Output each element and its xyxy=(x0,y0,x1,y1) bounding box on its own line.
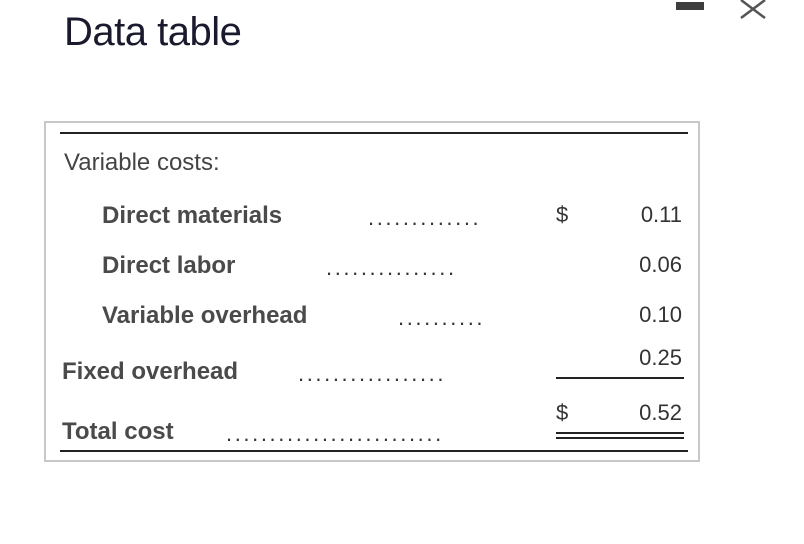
table-top-rule xyxy=(60,132,688,134)
leader-dots: ......................... xyxy=(226,421,444,446)
row-value: 0.06 xyxy=(639,252,682,277)
data-table-panel xyxy=(44,121,700,462)
section-label: Variable costs: xyxy=(64,149,220,176)
leader-dots: ............. xyxy=(368,205,482,230)
minimize-icon xyxy=(676,2,704,10)
row-value: 0.11 xyxy=(640,202,682,227)
row-value: 0.10 xyxy=(639,302,682,327)
leader-dots: .......... xyxy=(398,305,486,330)
row-label: Variable overhead xyxy=(102,302,308,329)
page-title: Data table xyxy=(64,10,242,54)
row-label: Direct labor xyxy=(102,252,236,279)
table-bottom-rule xyxy=(60,450,688,452)
currency-symbol: $ xyxy=(556,202,569,227)
close-button[interactable] xyxy=(738,0,770,20)
close-icon xyxy=(738,0,770,20)
minimize-button[interactable] xyxy=(676,0,704,14)
total-double-underline-top xyxy=(556,432,684,434)
row-label: Direct materials xyxy=(102,202,283,229)
leader-dots: ............... xyxy=(326,255,457,280)
row-label: Fixed overhead xyxy=(62,358,239,385)
row-label: Total cost xyxy=(62,418,174,445)
leader-dots: ................. xyxy=(298,361,447,386)
subtotal-underline xyxy=(556,377,684,379)
row-value: 0.52 xyxy=(639,400,682,425)
row-value: 0.25 xyxy=(639,345,682,370)
total-double-underline-bottom xyxy=(556,437,684,439)
currency-symbol: $ xyxy=(556,400,569,425)
